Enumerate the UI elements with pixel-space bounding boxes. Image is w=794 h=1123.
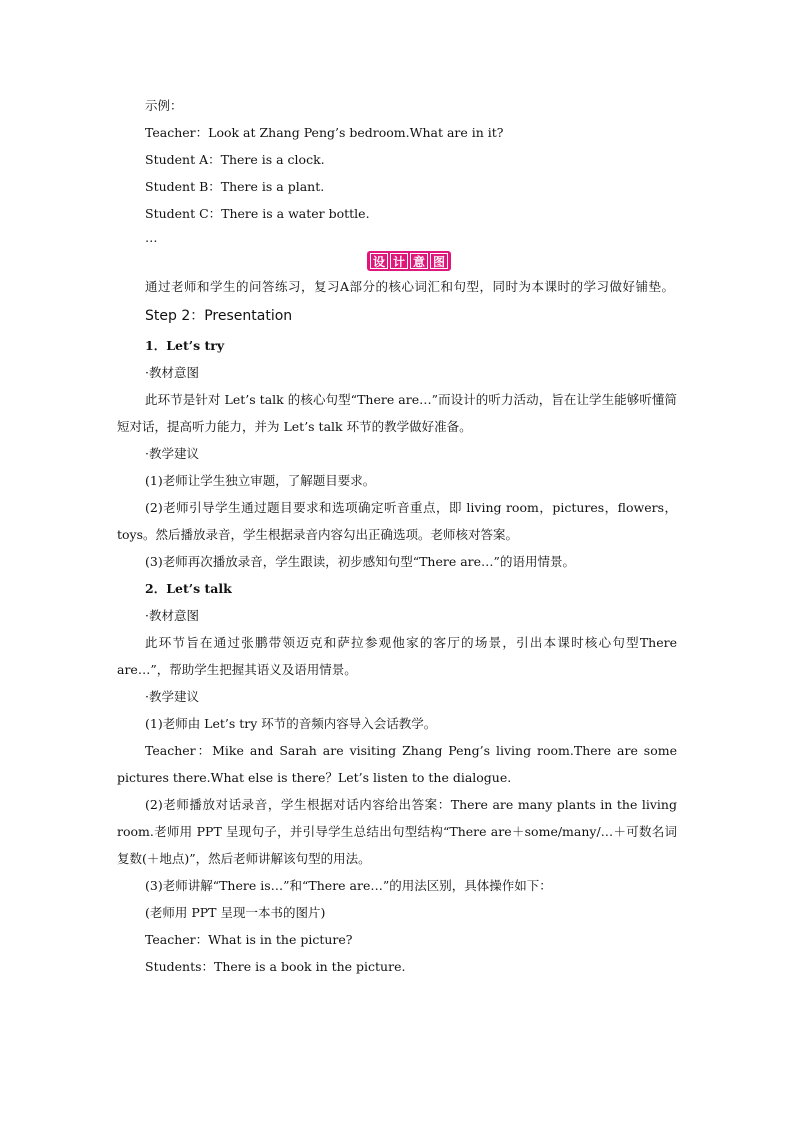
example-line: Student C：There is a water bottle. — [145, 206, 370, 221]
step2-title: Step 2：Presentation — [145, 308, 293, 324]
section1-material-text: 此环节是针对 Let’s talk 的核心句型“There are…”而设计的听力活动，旨在让学生能够听懂简短对话，提高听力能力，并为 Let’s talk 环节的教学做好准备。 — [117, 392, 677, 434]
section1-teaching-label: ·教学建议 — [145, 446, 199, 461]
section1-title: 1．Let’s try — [145, 338, 225, 353]
example-line: Student A：There is a clock. — [145, 152, 325, 167]
section2-teaching-label: ·教学建议 — [145, 689, 199, 704]
section2-item: (老师用 PPT 呈现一本书的图片) — [145, 905, 326, 920]
section2-item: Students：There is a book in the picture. — [145, 959, 406, 974]
badge-char: 意 — [410, 253, 428, 269]
section2-material-text: 此环节旨在通过张鹏带领迈克和萨拉参观他家的客厅的场景，引出本课时核心句型There are…”，帮助学生把握其语义及语用情景。 — [117, 635, 677, 677]
section2-item: (2)老师播放对话录音，学生根据对话内容给出答案：There are many plants in the living room.老师用 PPT 呈现句子，并引导学生总结出句型结构“There are＋some/many/…＋可数名词复数(＋地点)”，然后老师讲解该句型的用法。 — [117, 797, 677, 866]
example-heading: 示例： — [145, 98, 183, 113]
section2-item: Teacher：Mike and Sarah are visiting Zhang Peng’s living room.There are some pictures there.What else is there？Let’s listen to the dialogue. — [117, 743, 677, 785]
section1-suggestion: (3)老师再次播放录音，学生跟读，初步感知句型“There are…”的语用情景。 — [145, 554, 575, 569]
section2-item: Teacher：What is in the picture? — [145, 932, 353, 947]
section2-material-label: ·教材意图 — [145, 608, 199, 623]
design-intent-badge-row — [117, 249, 677, 273]
example-line: Teacher：Look at Zhang Peng’s bedroom.What are in it? — [145, 125, 504, 140]
badge-char: 设 — [370, 253, 388, 269]
example-ellipsis: … — [145, 230, 158, 245]
badge-char: 图 — [430, 253, 448, 269]
design-intent-badge — [367, 251, 451, 271]
section2-item: (3)老师讲解“There is…”和“There are…”的用法区别，具体操作如下： — [145, 878, 552, 893]
example-line: Student B：There is a plant. — [145, 179, 325, 194]
design-intent-text: 通过老师和学生的问答练习，复习A部分的核心词汇和句型，同时为本课时的学习做好铺垫。 — [145, 279, 675, 294]
section1-material-label: ·教材意图 — [145, 365, 199, 380]
section1-suggestion: (1)老师让学生独立审题，了解题目要求。 — [145, 473, 376, 488]
section2-item: (1)老师由 Let’s try 环节的音频内容导入会话教学。 — [145, 716, 437, 731]
page-content — [117, 92, 677, 980]
section1-suggestion: (2)老师引导学生通过题目要求和选项确定听音重点，即 living room，pictures，flowers，toys。然后播放录音，学生根据录音内容勾出正确选项。老师核对答案。 — [117, 500, 677, 542]
section2-title: 2．Let’s talk — [145, 581, 232, 596]
badge-char: 计 — [390, 253, 408, 269]
